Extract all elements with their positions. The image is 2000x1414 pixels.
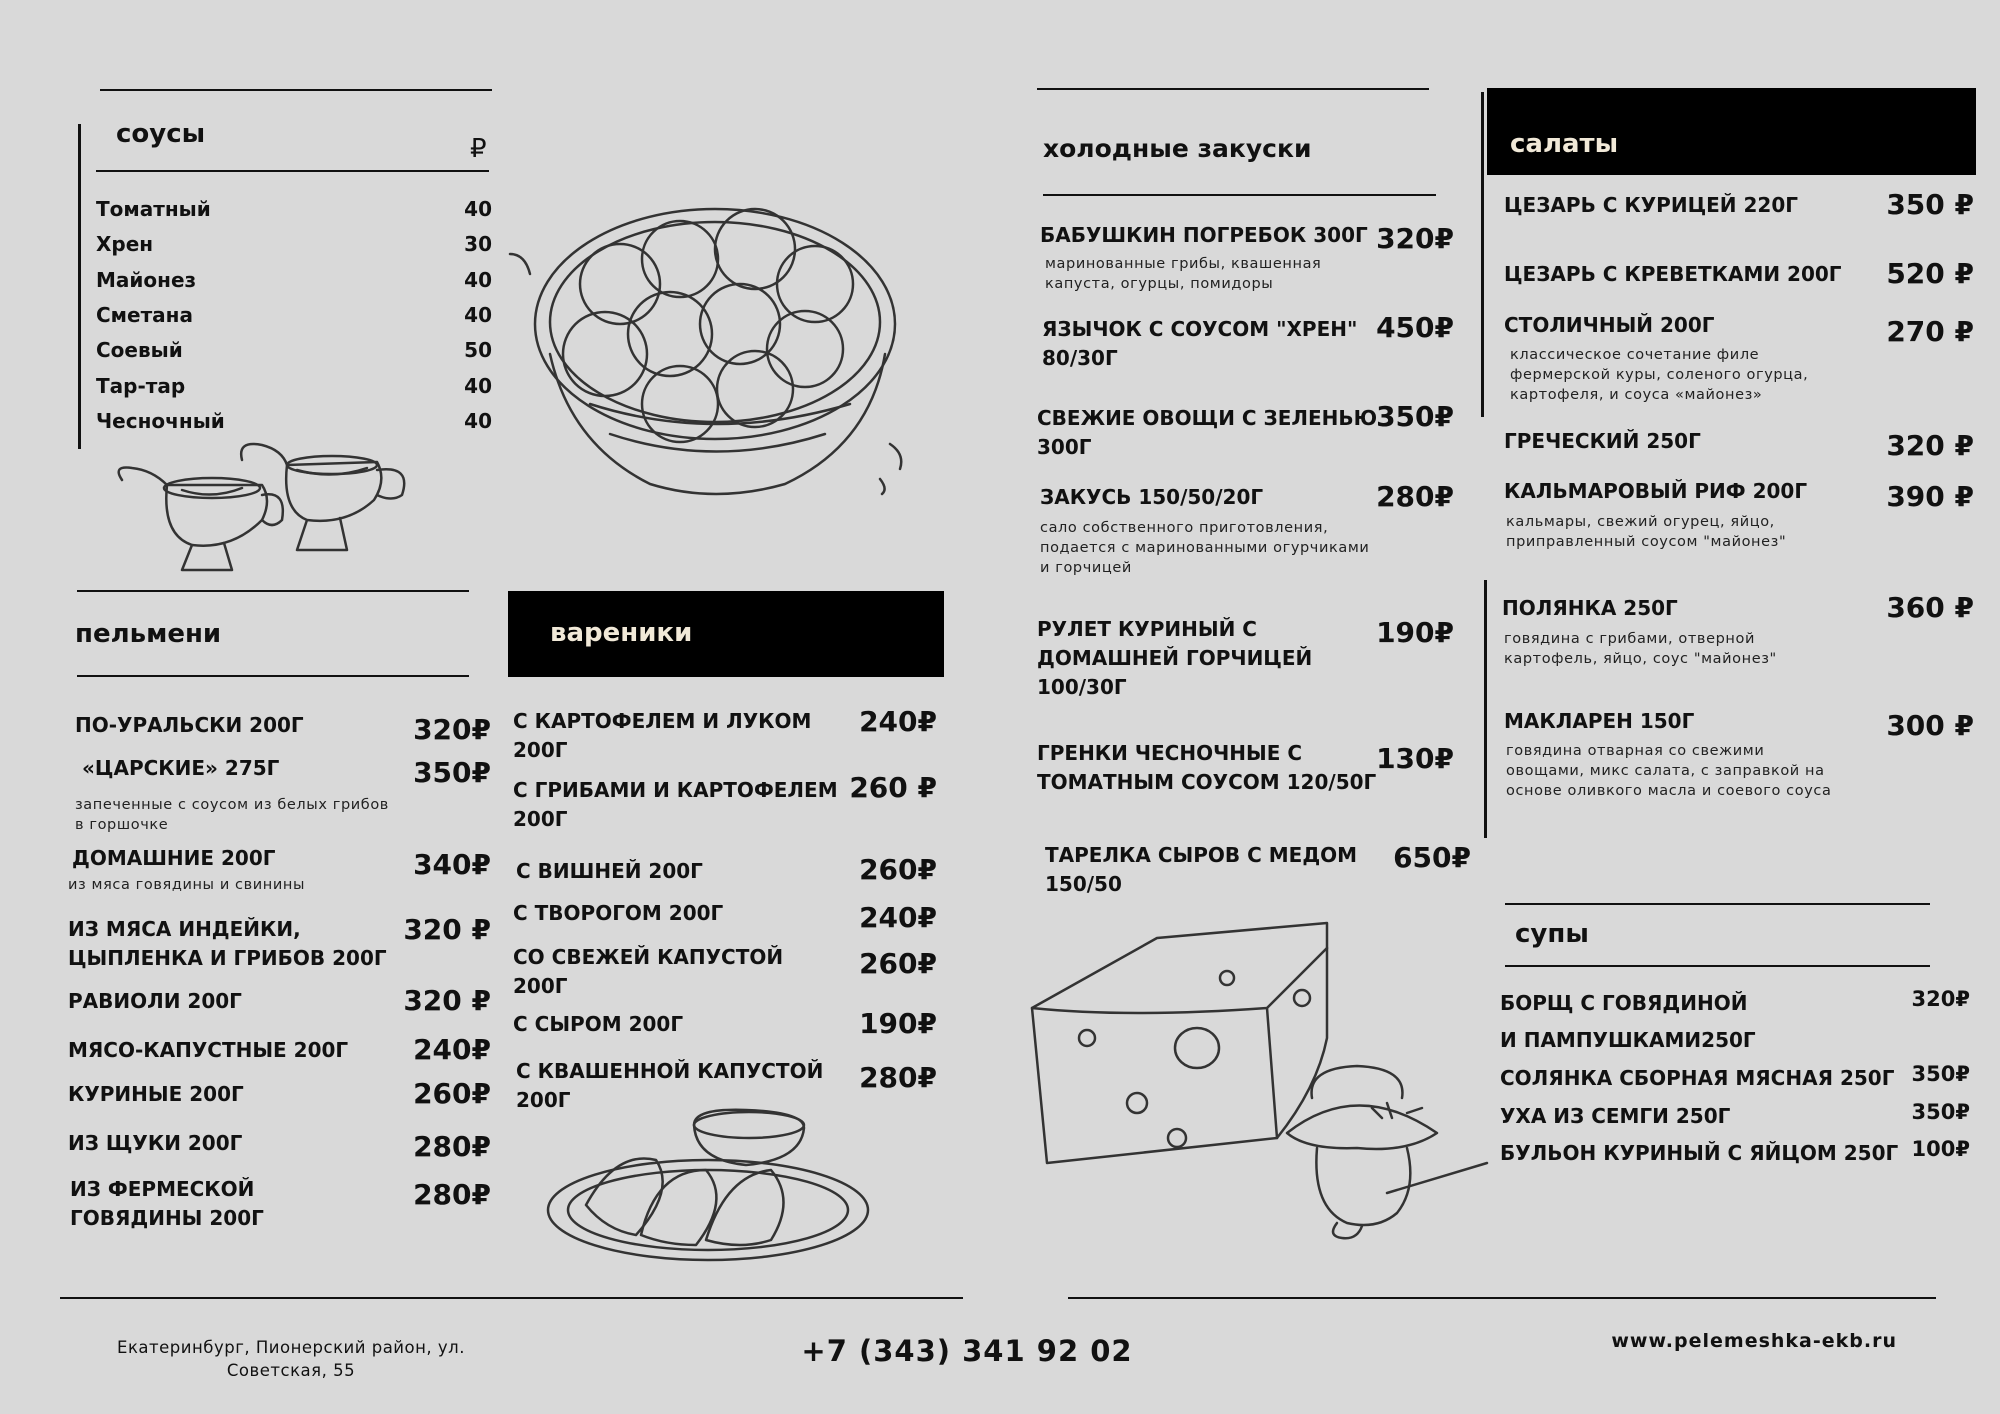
footer-phone[interactable]: +7 (343) 341 92 02 — [801, 1334, 1133, 1368]
divider — [1484, 580, 1487, 838]
pelmeni-item-price: 320 ₽ — [403, 913, 491, 946]
pelmeni-item-description: из мяса говядины и свинины — [68, 877, 306, 893]
vareniki-item-name: СО СВЕЖЕЙ КАПУСТОЙ 200Г — [513, 945, 784, 998]
pelmeni-title: пельмени — [75, 619, 222, 649]
divider — [1505, 965, 1930, 967]
salads-header — [1487, 88, 1976, 175]
soups-item-price: 100₽ — [1911, 1137, 1970, 1161]
salads-item-price: 390 ₽ — [1886, 480, 1974, 513]
vareniki-item-price: 260 ₽ — [849, 771, 937, 804]
vareniki-item-price: 240₽ — [859, 705, 937, 738]
soups-item-name: БУЛЬОН КУРИНЫЙ С ЯЙЦОМ 250Г — [1500, 1141, 1899, 1165]
soups-item-price: 320₽ — [1911, 987, 1970, 1011]
cold_appetizers-item-price: 650₽ — [1393, 841, 1471, 874]
cheese-honey-illustration — [1027, 918, 1487, 1244]
salads-item-description: говядина с грибами, отверной картофель, яйцо, соус "майонез" — [1504, 631, 1777, 667]
sauce-item-name: Чесночный — [96, 408, 225, 433]
soups-item-name: УХА ИЗ СЕМГИ 250Г — [1500, 1104, 1731, 1128]
sauce-item-price: 40 — [464, 408, 492, 433]
vareniki-item-price: 260₽ — [859, 947, 937, 980]
soups-item-name: БОРЩ С ГОВЯДИНОЙ И ПАМПУШКАМИ250Г — [1500, 991, 1756, 1052]
salads-item-name: ПОЛЯНКА 250Г — [1502, 596, 1678, 620]
salads-title: салаты — [1510, 129, 1619, 159]
divider — [78, 124, 81, 449]
sauces-title: соусы — [116, 119, 206, 149]
vareniki-header — [508, 591, 944, 677]
pelmeni-item-price: 280₽ — [413, 1130, 491, 1163]
vareniki-item-price: 280₽ — [859, 1061, 937, 1094]
divider — [60, 1297, 963, 1299]
salads-item-description: классическое сочетание филе фермерской куры, соленого огурца, картофеля, и соуса «майонез» — [1510, 347, 1809, 403]
divider — [100, 89, 492, 91]
vareniki-item-name: С КВАШЕННОЙ КАПУСТОЙ 200Г — [516, 1059, 824, 1112]
sauce-item-name: Тар-тар — [96, 373, 186, 398]
footer-website[interactable]: www.pelemeshka-ekb.ru — [1611, 1330, 1897, 1352]
pelmeni-item-name: ИЗ МЯСА ИНДЕЙКИ, ЦЫПЛЕНКА И ГРИБОВ 200Г — [68, 917, 387, 970]
salads-item-name: ГРЕЧЕСКИЙ 250Г — [1504, 429, 1701, 453]
divider — [1037, 88, 1429, 90]
sauce-item-price: 40 — [464, 267, 492, 292]
vareniki-plate-illustration — [546, 1110, 870, 1263]
pelmeni-item-name: «ЦАРСКИЕ» 275Г — [82, 756, 280, 780]
pelmeni-item-name: ИЗ ЩУКИ 200Г — [68, 1131, 243, 1155]
salads-item-price: 270 ₽ — [1886, 315, 1974, 348]
cold_appetizers-item-price: 450₽ — [1376, 311, 1454, 344]
sauce-item-price: 40 — [464, 302, 492, 327]
cold_appetizers-item-name: БАБУШКИН ПОГРЕБОК 300Г — [1040, 223, 1368, 247]
salads-item-price: 300 ₽ — [1886, 709, 1974, 742]
salads-item-name: КАЛЬМАРОВЫЙ РИФ 200Г — [1504, 479, 1808, 503]
soups-item-price: 350₽ — [1911, 1100, 1970, 1124]
vareniki-item-name: С ВИШНЕЙ 200Г — [516, 859, 703, 883]
vareniki-item-name: С ТВОРОГОМ 200Г — [513, 901, 724, 925]
cold_appetizers-item-name: РУЛЕТ КУРИНЫЙ С ДОМАШНЕЙ ГОРЧИЦЕЙ 100/30Г — [1037, 617, 1313, 699]
cold-appetizers-title: холодные закуски — [1043, 134, 1312, 163]
cold_appetizers-item-name: ЗАКУСЬ 150/50/20Г — [1040, 485, 1264, 509]
soups-item-price: 350₽ — [1911, 1062, 1970, 1086]
sauce-item-name: Сметана — [96, 302, 193, 327]
vareniki-title: вареники — [550, 618, 693, 648]
sauce-item-price: 50 — [464, 338, 492, 363]
pelmeni-item-name: ИЗ ФЕРМЕСКОЙ ГОВЯДИНЫ 200Г — [70, 1177, 264, 1230]
cold_appetizers-item-description: сало собственного приготовления, подается с маринованными огурчиками и горчицей — [1040, 520, 1370, 576]
salads-item-description: кальмары, свежий огурец, яйцо, приправленный соусом "майонез" — [1506, 514, 1787, 550]
divider — [1068, 1297, 1936, 1299]
sauce-item-name: Томатный — [96, 197, 211, 221]
salads-item-name: ЦЕЗАРЬ С КУРИЦЕЙ 220Г — [1504, 193, 1798, 217]
pelmeni-item-price: 320₽ — [413, 713, 491, 746]
divider — [96, 170, 489, 172]
sauce-item-name: Хрен — [96, 232, 154, 257]
cold_appetizers-item-price: 280₽ — [1376, 480, 1454, 513]
pelmeni-item-price: 320 ₽ — [403, 984, 491, 1017]
cold_appetizers-item-name: ТАРЕЛКА СЫРОВ С МЕДОМ 150/50 — [1045, 843, 1358, 896]
vareniki-item-price: 190₽ — [859, 1007, 937, 1040]
salads-item-price: 360 ₽ — [1886, 591, 1974, 624]
cold_appetizers-item-price: 350₽ — [1376, 400, 1454, 433]
sauce-boats-illustration — [112, 440, 423, 580]
pelmeni-item-name: ПО-УРАЛЬСКИ 200Г — [75, 713, 304, 737]
pelmeni-item-description: запеченные с соусом из белых грибов в горшочке — [75, 797, 389, 833]
cold_appetizers-item-name: СВЕЖИЕ ОВОЩИ С ЗЕЛЕНЬЮ 300Г — [1037, 406, 1378, 459]
vareniki-item-name: С СЫРОМ 200Г — [513, 1012, 684, 1036]
salads-item-name: СТОЛИЧНЫЙ 200Г — [1504, 313, 1715, 337]
sauce-item-price: 30 — [464, 232, 492, 257]
divider — [77, 590, 469, 592]
vareniki-item-name: С ГРИБАМИ И КАРТОФЕЛЕМ 200Г — [513, 778, 838, 831]
vareniki-item-price: 260₽ — [859, 853, 937, 886]
soups-item-name: СОЛЯНКА СБОРНАЯ МЯСНАЯ 250Г — [1500, 1066, 1895, 1090]
sauce-item-price: 40 — [464, 373, 492, 398]
salads-item-description: говядина отварная со свежими овощами, микс салата, с заправкой на основе оливкого масла и соевого соуса — [1506, 743, 1832, 799]
cold_appetizers-item-name: ГРЕНКИ ЧЕСНОЧНЫЕ С ТОМАТНЫМ СОУСОМ 120/50Г — [1037, 741, 1377, 794]
pelmeni-item-name: РАВИОЛИ 200Г — [68, 989, 242, 1013]
pelmeni-item-price: 340₽ — [413, 848, 491, 881]
pelmeni-item-price: 280₽ — [413, 1178, 491, 1211]
dumplings-bowl-illustration — [510, 204, 916, 497]
divider — [1043, 194, 1436, 196]
pelmeni-item-price: 350₽ — [413, 756, 491, 789]
salads-item-price: 350 ₽ — [1886, 188, 1974, 221]
pelmeni-item-price: 240₽ — [413, 1033, 491, 1066]
cold_appetizers-item-price: 320₽ — [1376, 222, 1454, 255]
salads-item-name: ЦЕЗАРЬ С КРЕВЕТКАМИ 200Г — [1504, 262, 1842, 286]
cold_appetizers-item-name: ЯЗЫЧОК С СОУСОМ "ХРЕН" 80/30Г — [1042, 317, 1358, 370]
cold_appetizers-item-price: 190₽ — [1376, 616, 1454, 649]
sauce-item-name: Соевый — [96, 338, 183, 363]
pelmeni-item-name: ДОМАШНИЕ 200Г — [72, 846, 276, 870]
cold_appetizers-item-price: 130₽ — [1376, 742, 1454, 775]
vareniki-item-price: 240₽ — [859, 901, 937, 934]
salads-item-price: 320 ₽ — [1886, 429, 1974, 462]
cold_appetizers-item-description: маринованные грибы, квашенная капуста, огурцы, помидоры — [1045, 256, 1322, 292]
vareniki-item-name: С КАРТОФЕЛЕМ И ЛУКОМ 200Г — [513, 709, 812, 762]
pelmeni-item-name: КУРИНЫЕ 200Г — [68, 1082, 244, 1106]
soups-title: супы — [1515, 919, 1589, 949]
pelmeni-item-price: 260₽ — [413, 1077, 491, 1110]
currency-header: ₽ — [470, 134, 487, 164]
footer-address: Екатеринбург, Пионерский район, ул. Советская, 55 — [117, 1338, 465, 1380]
salads-item-name: МАКЛАРЕН 150Г — [1504, 709, 1695, 733]
divider — [1505, 903, 1930, 905]
pelmeni-item-name: МЯСО-КАПУСТНЫЕ 200Г — [68, 1038, 349, 1062]
divider — [1481, 92, 1484, 417]
divider — [77, 675, 469, 677]
sauce-item-price: 40 — [464, 197, 492, 221]
salads-item-price: 520 ₽ — [1886, 257, 1974, 290]
sauce-item-name: Майонез — [96, 267, 197, 292]
